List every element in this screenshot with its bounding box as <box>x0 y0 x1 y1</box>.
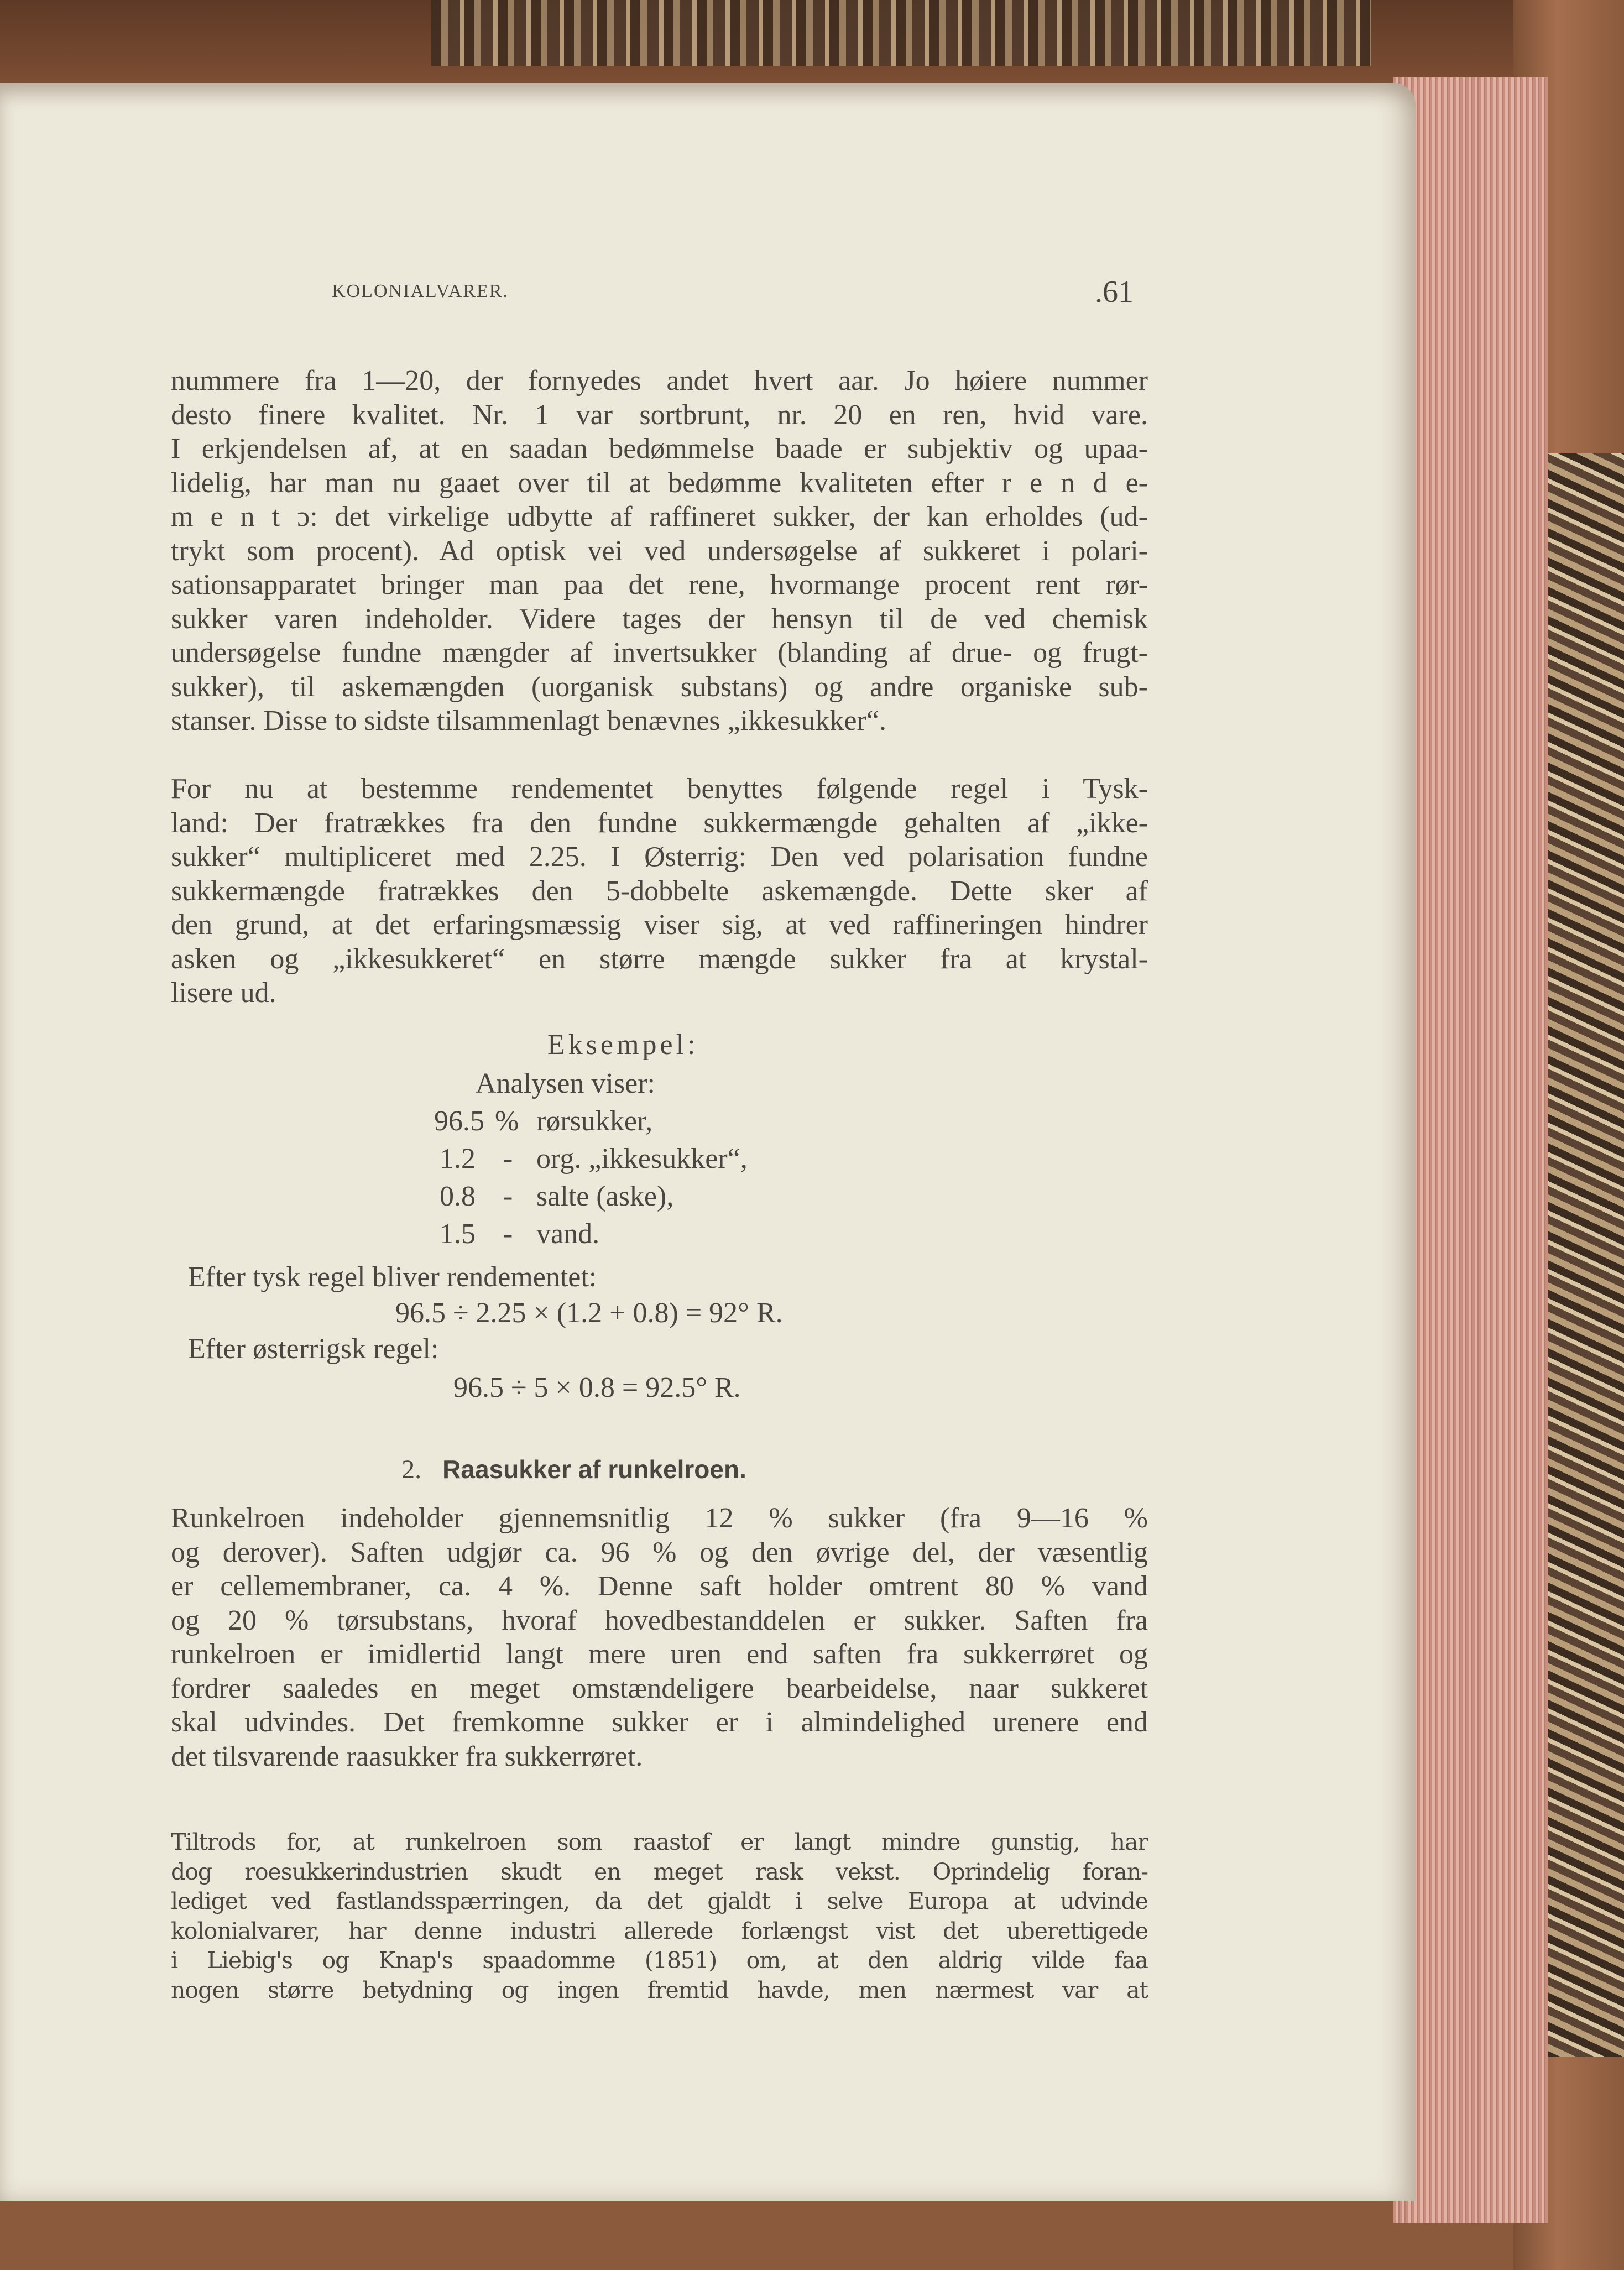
item-value: 96.5 <box>434 1105 484 1137</box>
example-intro: Analysen viser: <box>476 1068 655 1099</box>
text-line: sukker), til askemængden (uorganisk substans) og andre organiske sub- <box>171 671 1148 703</box>
item-unit: - <box>503 1143 513 1175</box>
austrian-formula: 96.5 ÷ 5 × 0.8 = 92.5° R. <box>453 1372 741 1403</box>
text-line: For nu at bestemme rendementet benyttes følgende regel i Tysk- <box>171 773 1148 805</box>
text-line: land: Der fratrækkes fra den fundne sukkermængde gehalten af „ikke- <box>171 807 1148 839</box>
section-heading <box>0 1454 1148 1485</box>
german-formula: 96.5 ÷ 2.25 × (1.2 + 0.8) = 92° R. <box>395 1297 783 1329</box>
paragraph-3 <box>171 1501 1148 1773</box>
text-line: og 20 % tørsubstans, hvoraf hovedbestanddelen er sukker. Saften fra <box>171 1604 1148 1636</box>
text-line: m e n t ɔ: det virkelige udbytte af raffineret sukker, der kan erholdes (ud- <box>171 501 1148 533</box>
text-line: fordrer saaledes en meget omstændeligere bearbeidelse, naar sukkeret <box>171 1672 1148 1704</box>
item-label: org. „ikkesukker“, <box>536 1143 748 1175</box>
text-line: kolonialvarer, har denne industri allerede forlængst vist det uberettigede <box>171 1917 1148 1944</box>
item-value: 0.8 <box>440 1181 476 1212</box>
text-line: undersøgelse fundne mængder af invertsukker (blanding af drue- og frugt- <box>171 637 1148 669</box>
decorative-spine-band <box>431 0 1371 66</box>
text-line: stanser. Disse to sidste tilsammenlagt benævnes „ikkesukker“. <box>171 705 886 737</box>
item-unit: - <box>503 1181 513 1212</box>
text-line: nogen større betydning og ingen fremtid havde, men nærmest var at <box>171 1976 1148 2003</box>
text-line: det tilsvarende raasukker fra sukkerrøret. <box>171 1740 643 1772</box>
item-label: rørsukker, <box>536 1105 653 1137</box>
text-line: trykt som procent). Ad optisk vei ved undersøgelse af sukkeret i polari- <box>171 535 1148 567</box>
page-edges <box>1393 77 1548 2223</box>
paragraph-small-print <box>171 1828 1148 2006</box>
item-unit: - <box>503 1218 513 1250</box>
german-rule-label: Efter tysk regel bliver rendementet: <box>188 1261 597 1293</box>
text-line: I erkjendelsen af, at en saadan bedømmelse baade er subjektiv og upaa- <box>171 433 1148 465</box>
text-line: er cellemembraner, ca. 4 %. Denne saft holder omtrent 80 % vand <box>171 1570 1148 1602</box>
text-line: nummere fra 1—20, der fornyedes andet hvert aar. Jo høiere nummer <box>171 365 1148 396</box>
text-line: Runkelroen indeholder gjennemsnitlig 12 % sukker (fra 9—16 % <box>171 1502 1148 1534</box>
item-unit: % <box>495 1105 519 1137</box>
text-line: desto finere kvalitet. Nr. 1 var sortbrunt, nr. 20 en ren, hvid vare. <box>171 399 1148 431</box>
text-line: og derover). Saften udgjør ca. 96 % og den øvrige del, der væsentlig <box>171 1536 1148 1568</box>
item-label: salte (aske), <box>536 1181 674 1212</box>
paragraph-1 <box>171 364 1148 738</box>
text-line: sukker varen indeholder. Videre tages der hensyn til de ved chemisk <box>171 603 1148 635</box>
text-line: sationsapparatet bringer man paa det rene, hvormange procent rent rør- <box>171 569 1148 601</box>
paragraph-2 <box>171 772 1148 1010</box>
text-line: asken og „ikkesukkeret“ en større mængde sukker fra at krystal- <box>171 943 1148 975</box>
text-line: dog roesukkerindustrien skudt en meget rask vekst. Oprindelig foran- <box>171 1858 1148 1885</box>
text-line: lisere ud. <box>171 977 276 1009</box>
text-line: Tiltrods for, at runkelroen som raastof er langt mindre gunstig, har <box>171 1829 1148 1855</box>
running-head-title: KOLONIALVARER. <box>332 281 509 301</box>
austrian-rule-label: Efter østerrigsk regel: <box>188 1333 439 1365</box>
item-value: 1.2 <box>440 1143 476 1175</box>
text-line: skal udvindes. Det fremkomne sukker er i almindelighed urenere end <box>171 1707 1148 1738</box>
item-label: vand. <box>536 1218 600 1250</box>
text-line: lediget ved fastlandsspærringen, da det gjaldt i selve Europa at udvinde <box>171 1888 1148 1915</box>
decorative-spine-pattern <box>1543 453 1624 2057</box>
text-line: sukker“ multipliceret med 2.25. I Østerrig: Den ved polarisation fundne <box>171 841 1148 873</box>
text-line: den grund, at det erfaringsmæssig viser sig, at ved raffineringen hindrer <box>171 909 1148 941</box>
section-number: 2. <box>401 1455 422 1484</box>
text-line: runkelroen er imidlertid langt mere uren end saften fra sukkerrøret og <box>171 1638 1148 1670</box>
text-line: lidelig, har man nu gaaet over til at bedømme kvaliteten efter r e n d e- <box>171 467 1148 499</box>
text-line: i Liebig's og Knap's spaadomme (1851) om, at den aldrig vilde faa <box>171 1947 1148 1974</box>
item-value: 1.5 <box>440 1218 476 1250</box>
example-title: Eksempel: <box>547 1029 699 1061</box>
page-number: .61 <box>1095 275 1134 309</box>
section-title: Raasukker af runkelroen. <box>442 1455 746 1484</box>
text-line: sukkermængde fratrækkes den 5-dobbelte askemængde. Dette sker af <box>171 875 1148 907</box>
